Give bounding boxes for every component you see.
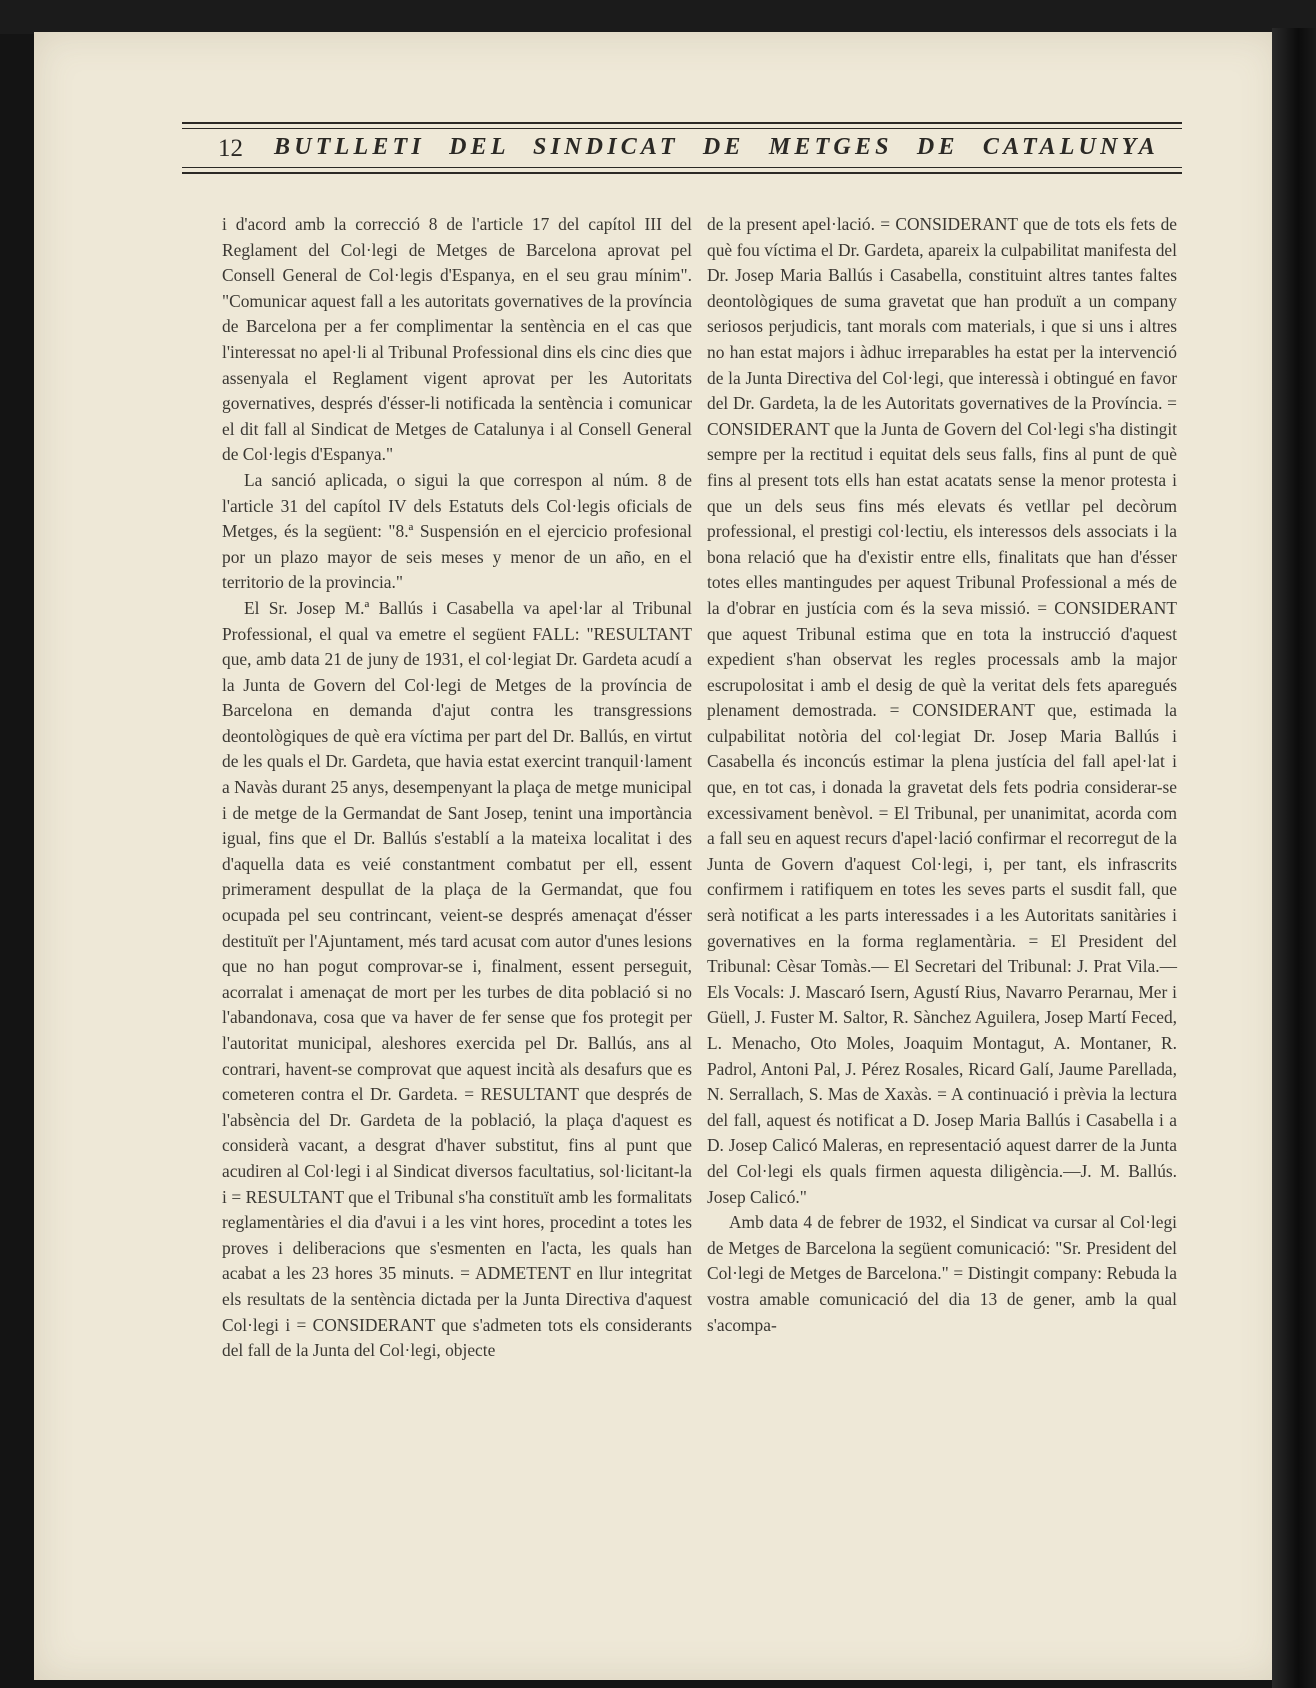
- right-paragraph: Amb data 4 de febrer de 1932, el Sindicat va cursar al Col·legi de Metges de Barcelona la següent comunicació: "Sr. President del Col·legi de Metges de Barcelona." = Distingit company: Rebuda la vostra amable comunicació del dia 13 de gener, amb la qual s'acompa-: [707, 1212, 1177, 1335]
- page-number: 12: [218, 135, 243, 162]
- left-paragraph: La sanció aplicada, o sigui la que correspon al núm. 8 de l'article 31 del capítol IV dels Estatuts dels Col·legis oficials de Metges, és la següent: "8.ª Suspensión en el ejercicio profesional por un plazo mayor de seis meses y menor de un año, en el territorio de la provincia.": [222, 469, 692, 593]
- header-rule-top-thin: [182, 128, 1182, 129]
- left-paragraph: El Sr. Josep M.ª Ballús i Casabella va apel·lar al Tribunal Professional, el qual va emetre el següent FALL: "RESULTANT que, amb data 21 de juny de 1931, el col·legiat Dr. Gardeta acudí a la Junta de Govern del Col·legi de Metges de la província de Barcelona en demanda d'ajut contra les transgressions deontològiques de què era víctima per part del Dr. Ballús, en virtut de les quals el Dr. Gardeta, que havia estat exercint tranquil·lament a Navàs durant 25 anys, desempenyant la plaça de metge municipal i de metge de la Germandat de Sant Josep, tenint una importància igual, fins que el Dr. Ballús s'establí a la mateixa localitat i des d'aquella data es veié constantment combatut per ell, essent primerament despullat de la plaça de la Germandat, que fou ocupada pel seu contrincant, veient-se després amenaçat d'ésser destituït per l'Ajuntament, més tard acusat com autor d'unes lesions que no han pogut comprovar-se i, finalment, essent perseguit, acorralat i amenaçat de mort per les turbes de dita població si no l'abandonava, cosa que va haver de fer sense que fos protegit per l'autoritat municipal, aleshores exercida pel Dr. Ballús, ans al contrari, havent-se comprovat que aquest incità als desafurs que es cometeren contra el Dr. Gardeta. = RESULTANT que després de l'absència del Dr. Gardeta de la població, la plaça d'aquest es considerà vacant, a desgrat d'haver substitut, fins al punt que acudiren al Col·legi i al Sindicat diversos facultatius, sol·licitant-la i = RESULTANT que el Tribunal s'ha constituït amb les formalitats reglamentàries el dia d'avui i a les vint hores, procedint a totes les proves i deliberacions que s'esmenten en l'acta, les quals han acabat a les 23 hores 35 minuts. = ADMETENT en llur integritat els resultats de la sentència dictada per la Junta Directiva d'aquest Col·legi i = CONSIDERANT que s'admeten tots els considerants del fall de la Junta del Col·legi, objecte: [222, 597, 692, 1361]
- left-column: [222, 212, 692, 1364]
- page-binding-edge: [1272, 28, 1316, 1688]
- right-paragraph: de la present apel·lació. = CONSIDERANT que de tots els fets de què fou víctima el Dr. Gardeta, apareix la culpabilitat manifesta del Dr. Josep Maria Ballús i Casabella, constituint altres tantes faltes deontològiques de suma gravetat que han produït a un company seriosos perjudicis, tant morals com materials, i que si uns i altres no han estat majors i àdhuc irreparables ha estat per la intervenció de la Junta Directiva del Col·legi, que interessà i obtingué en favor del Dr. Gardeta, la de les Autoritats governatives de la Província. = CONSIDERANT que la Junta de Govern del Col·legi s'ha distingit sempre per la rectitud i equitat dels seus falls, fins al punt de què fins al present tots ells han estat acatats sense la menor protesta i que un dels seus fins més elevats és vetllar pel decòrum professional, el prestigi col·lectiu, els interessos dels associats i la bona relació que ha d'existir entre ells, finalitats que han d'ésser totes elles mantingudes per aquest Tribunal Professional a més de la d'obrar en justícia com és la seva missió. = CONSIDERANT que aquest Tribunal estima que en tota la instrucció d'aquest expedient s'han observat les regles processals amb la major escrupolositat i amb el desig de què la veritat dels fets aparegués plenament demostrada. = CONSIDERANT que, estimada la culpabilitat notòria del col·legiat Dr. Josep Maria Ballús i Casabella és inconcús estimar la plena justícia del fall apel·lat i que, en tot cas, i donada la gravetat dels fets podria considerar-se excessivament benèvol. = El Tribunal, per unanimitat, acorda com a fall seu en aquest recurs d'apel·lació confirmar el recorregut de la Junta de Govern d'aquest Col·legi, i, per tant, els infrascrits confirmem i ratifiquem en totes les seves parts el susdit fall, que serà notificat a les parts interessades i a les Autoritats sanitàries i governatives en la forma reglamentària. = El President del Tribunal: Cèsar Tomàs.— El Secretari del Tribunal: J. Prat Vila.—Els Vocals: J. Mascaró Isern, Agustí Rius, Navarro Perarnau, Mer i Güell, J. Fuster M. Saltor, R. Sànchez Aguilera, Josep Martí Feced, L. Menacho, Oto Moles, Joaquim Montagut, A. Montaner, R. Padrol, Antoni Pal, J. Pérez Rosales, Ricard Galí, Jaume Parellada, N. Serrallach, S. Mas de Xaxàs. = A continuació i prèvia la lectura del fall, aquest és notificat a D. Josep Maria Ballús i Casabella i a D. Josep Calicó Maleras, en representació aquest darrer de la Junta del Col·legi els quals firmen aquesta diligència.—J. M. Ballús. Josep Calicó.": [707, 214, 1177, 1207]
- header-rule-bottom-thin: [182, 167, 1182, 168]
- page-header: [182, 122, 1182, 176]
- scan-background: [0, 0, 1316, 34]
- header-rule-bottom: [182, 172, 1182, 174]
- running-title: BUTLLETI DEL SINDICAT DE METGES DE CATALUNYA: [274, 134, 1159, 160]
- header-rule-top: [182, 122, 1182, 124]
- left-paragraph: i d'acord amb la correcció 8 de l'article 17 del capítol III del Reglament del Col·legi de Metges de Barcelona aprovat pel Consell General de Col·legis d'Espanya, en el seu grau mínim". "Comunicar aquest fall a les autoritats governatives de la província de Barcelona per a fer complimentar la sentència en el cas que l'interessat no apel·li al Tribunal Professional dins els cinc dies que assenyala el Reglament vigent aprovat per les Autoritats governatives, després d'ésser-li notificada la sentència i comunicar el dit fall al Sindicat de Metges de Catalunya i al Consell General de Col·legis d'Espanya.": [222, 214, 692, 465]
- right-column: [707, 212, 1177, 1338]
